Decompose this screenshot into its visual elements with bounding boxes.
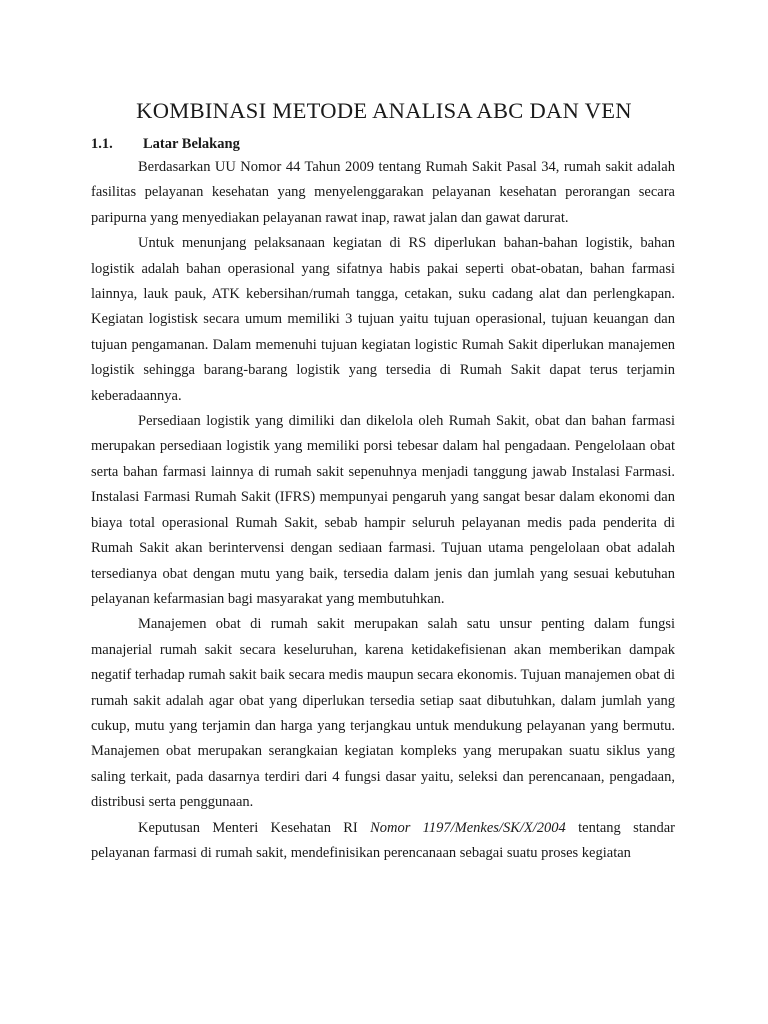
paragraph-5-text-start: Keputusan Menteri Kesehatan RI <box>138 819 371 836</box>
paragraph-5 <box>91 816 675 867</box>
paragraph-3: Persediaan logistik yang dimiliki dan dikelola oleh Rumah Sakit, obat dan bahan farmasi merupakan persediaan logistik yang memiliki porsi tebesar dalam hal pengadaan. Pengelolaan obat serta bahan farmasi lainnya di rumah sakit sepenuhnya menjadi tanggung jawab Instalasi Farmasi. Instalasi Farmasi Rumah Sakit (IFRS) mempunyai pengaruh yang sangat besar dalam ekonomi dan biaya total operasional Rumah Sakit, sebab hampir seluruh pelayanan medis pada penderita di Rumah Sakit akan berintervensi dengan sediaan farmasi. Tujuan utama pengelolaan obat adalah tersedianya obat dengan mutu yang baik, tersedia dalam jenis dan jumlah yang sesuai kebutuhan pelayanan kefarmasian bagi masyarakat yang membutuhkan. <box>91 413 675 607</box>
paragraph-5-text-end: tentang standar pelayanan farmasi di rumah sakit, mendefinisikan perencanaan sebagai suatu proses kegiatan <box>91 819 675 861</box>
decree-number: Nomor 1197/Menkes/SK/X/2004 <box>370 819 566 836</box>
document-title: KOMBINASI METODE ANALISA ABC DAN VEN <box>136 98 632 123</box>
section-number: 1.1. <box>91 136 113 152</box>
section-heading <box>91 134 240 154</box>
paragraph-2: Untuk menunjang pelaksanaan kegiatan di RS diperlukan bahan-bahan logistik, bahan logistik adalah bahan operasional yang sifatnya habis pakai seperti obat-obatan, bahan farmasi lainnya, lauk pauk, ATK kebersihan/rumah tangga, cetakan, suku cadang alat dan perlengkapan. Kegiatan logistisk secara umum memiliki 3 tujuan yaitu tujuan operasional, tujuan keuangan dan tujuan pengamanan. Dalam memenuhi tujuan kegiatan logistic Rumah Sakit diperlukan manajemen logistik sehingga barang-barang logistik yang tersedia di Rumah Sakit dapat terus terjamin keberadaannya. <box>91 235 675 404</box>
body-text <box>91 155 675 866</box>
paragraph-4: Manajemen obat di rumah sakit merupakan salah satu unsur penting dalam fungsi manajerial rumah sakit secara keseluruhan, karena ketidakefisienan akan memberikan dampak negatif terhadap rumah sakit baik secara medis maupun secara ekonomis. Tujuan manajemen obat di rumah sakit adalah agar obat yang diperlukan tersedia setiap saat dibutuhkan, dalam jumlah yang cukup, mutu yang terjamin dan harga yang terjangkau untuk mendukung pelayanan yang bermutu. Manajemen obat merupakan serangkaian kegiatan kompleks yang merupakan suatu siklus yang saling terkait, pada dasarnya terdiri dari 4 fungsi dasar yaitu, seleksi dan perencanaan, pengadaan, distribusi serta penggunaan. <box>91 616 675 811</box>
paragraph-1: Berdasarkan UU Nomor 44 Tahun 2009 tentang Rumah Sakit Pasal 34, rumah sakit adalah fasilitas pelayanan kesehatan yang menyelenggarakan pelayanan kesehatan perorangan secara paripurna yang menyediakan pelayanan rawat inap, rawat jalan dan gawat darurat. <box>91 159 675 226</box>
section-title: Latar Belakang <box>143 136 240 152</box>
